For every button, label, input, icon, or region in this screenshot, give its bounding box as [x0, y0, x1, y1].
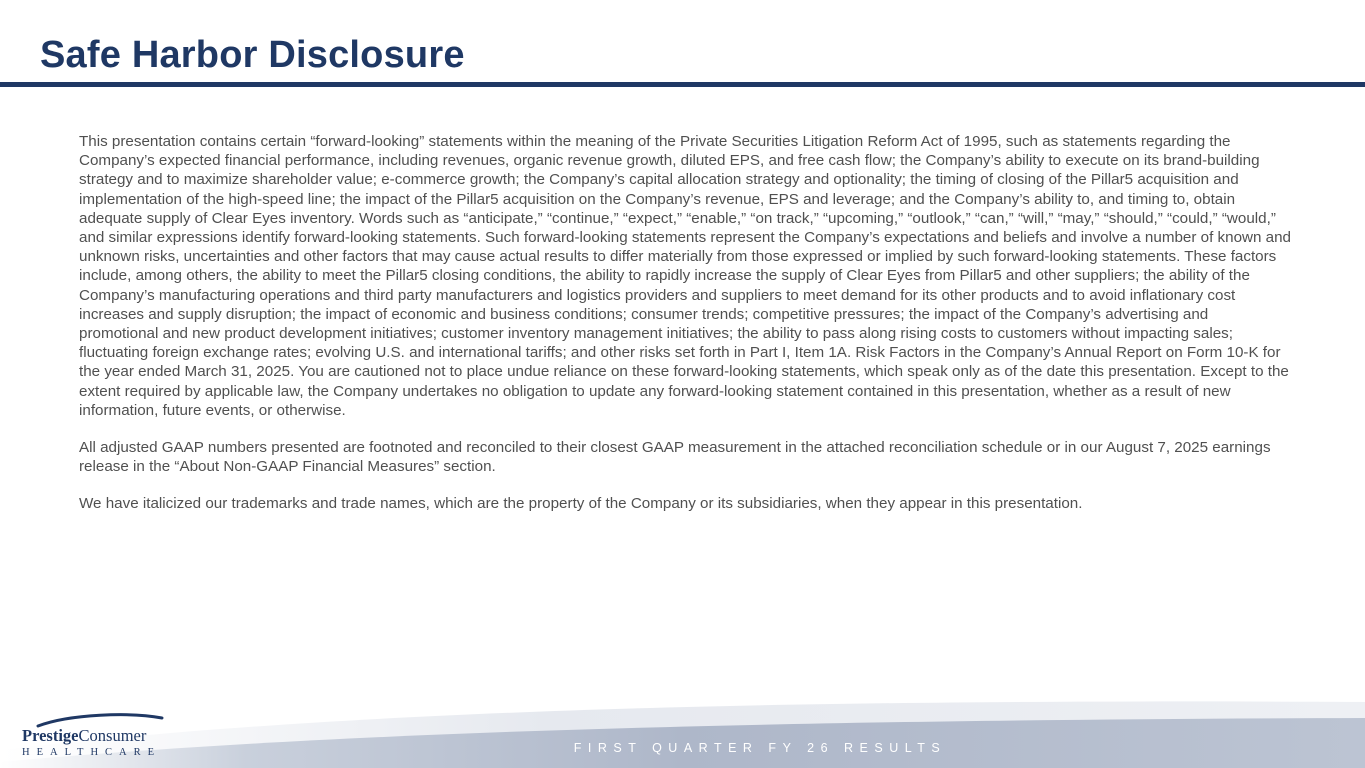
disclosure-body — [79, 132, 1291, 532]
title-divider — [0, 82, 1365, 87]
paragraph-gaap: All adjusted GAAP numbers presented are footnoted and reconciled to their closest GAAP measurement in the attached reconciliation schedule or in our August 7, 2025 earnings release in the “About Non-GAAP Financial Measures” section. — [79, 439, 1271, 476]
logo-word-consumer: Consumer — [78, 726, 147, 745]
logo-subline: HEALTHCARE — [22, 747, 162, 758]
footer-swoosh — [0, 690, 1365, 768]
paragraph-trademarks: We have italicized our trademarks and trade names, which are the property of the Company or its subsidiaries, when they appear in this presentation. — [79, 495, 1083, 513]
company-logo — [20, 712, 170, 762]
slide-title: Safe Harbor Disclosure — [40, 34, 465, 76]
logo-word-prestige: Prestige — [22, 726, 79, 745]
paragraph-forward-looking: This presentation contains certain “forward-looking” statements within the meaning of the Private Securities Litigation Reform Act of 1995, such as statements regarding the Company’s expected financial performance, including revenues, organic revenue growth, diluted EPS, and free cash flow; the Company’s ability to execute on its brand-building strategy and to maximize shareholder value; e-commerce growth; the Company’s capital allocation strategy and optionality; the timing of closing of the Pillar5 acquisition and implementation of the high-speed line; the impact of the Pillar5 acquisition on the Company’s revenue, EPS and leverage; and the Company’s ability to, and timing to, obtain adequate supply of Clear Eyes inventory. Words such as “anticipate,” “continue,” “expect,” “enable,” “on track,” “upcoming,” “outlook,” “can,” “will,” “may,” “should,” “could,” “would,” and similar expressions identify forward-looking statements. Such forward-looking statements represent the Company’s expectations and beliefs and involve a number of known and unknown risks, uncertainties and other factors that may cause actual results to differ materially from those expressed or implied by such forward-looking statements. These factors include, among others, the ability to meet the Pillar5 closing conditions, the ability to rapidly increase the supply of Clear Eyes from Pillar5 and other suppliers; the ability of the Company’s manufacturing operations and third party manufacturers and logistics providers and suppliers to meet demand for its other products and to avoid inflationary cost increases and supply disruption; the impact of economic and business conditions; consumer trends; competitive pressures; the impact of the Company’s advertising and promotional and new product development initiatives; customer inventory management initiatives; the ability to pass along rising costs to customers without impacting sales; fluctuating foreign exchange rates; evolving U.S. and international tariffs; and other risks set forth in Part I, Item 1A. Risk Factors in the Company’s Annual Report on Form 10-K for the year ended March 31, 2025. You are cautioned not to place undue reliance on these forward-looking statements, which speak only as of the date this presentation. Except to the extent required by applicable law, the Company undertakes no obligation to update any forward-looking statement contained in this presentation, whether as a result of new information, future events, or otherwise. — [79, 133, 1291, 419]
footer-label: FIRST QUARTER FY 26 RESULTS — [573, 741, 947, 755]
